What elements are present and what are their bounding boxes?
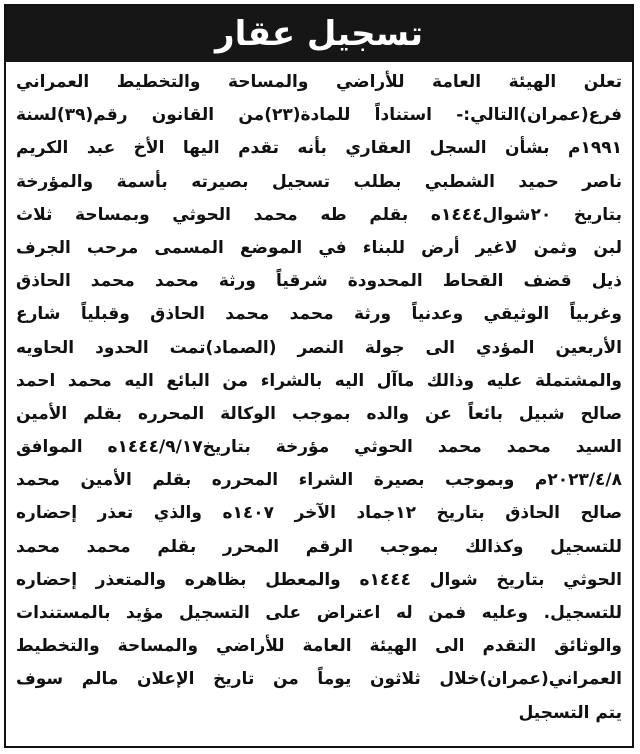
notice-line: الأربعين المؤدي الى جولة النصر (الصماد)تمت الحدود الحاويه xyxy=(16,337,622,358)
notice-line: وغربياً الوثيقي وعدنياً ورثة محمد محمد الحاذق وقبلياً شارع xyxy=(16,304,622,325)
notice-title-bar xyxy=(6,6,632,62)
notice-line: والمشتملة عليه وذالك ماآل اليه بالشراء من البائع اليه محمد احمد xyxy=(16,370,622,391)
notice-line: فرع(عمران)التالي:- استناداً للمادة(٢٣)من القانون رقم(٣٩)لسنة xyxy=(16,105,622,126)
notice-line: ذيل قضف القحاط المحدودة شرقياً ورثة محمد محمد الحاذق xyxy=(16,271,622,292)
notice-line: ١٩٩١م بشأن السجل العقاري بأنه تقدم اليها الأخ عبد الكريم xyxy=(16,138,622,159)
notice-line: السيد محمد محمد الحوثي مؤرخة بتاريخ١٤٤٤/٩/١٧ه الموافق xyxy=(16,437,622,458)
notice-line: لبن وثمن لاغير أرض للبناء في الموضع المسمى مرحب الجرف xyxy=(16,237,622,258)
notice-line: العمراني(عمران)خلال ثلاثون يوماً من تاريخ الإعلان مالم سوف xyxy=(16,669,622,690)
notice-body xyxy=(16,66,622,730)
notice-line: صالح شبيل بائعاً عن والده بموجب الوكالة المحرره بقلم الأمين xyxy=(16,403,622,424)
notice-line: تعلن الهيئة العامة للأراضي والمساحة والتخطيط العمراني xyxy=(16,72,622,92)
notice-line: بتاريخ ٢٠شوال١٤٤٤ه بقلم طه محمد الحوثي وبمساحة ثلاث xyxy=(16,204,622,225)
notice-title: تسجيل عقار xyxy=(215,14,423,54)
notice-line: ٢٠٢٣/٤/٨م وبموجب بصيرة الشراء المحرره بقلم الأمين محمد xyxy=(16,470,622,491)
notice-line: للتسجيل. وعليه فمن له اعتراض على التسجيل مؤيد بالمستندات xyxy=(16,603,622,623)
notice-line: يتم التسجيل xyxy=(518,702,622,723)
notice-line: ناصر حميد الشطبي بطلب تسجيل بصيرته بأسمة والمؤرخة xyxy=(16,171,622,192)
property-registration-notice xyxy=(4,4,634,748)
notice-line: الحوثي بتاريخ شوال ١٤٤٤ه والمعطل بظاهره والمتعذر إحضاره xyxy=(16,569,622,590)
notice-line: صالح الحاذق بتاريخ ١٢جماد الآخر ١٤٠٧ه والذي تعذر إحضاره xyxy=(16,503,622,524)
notice-line: والوثائق التقدم الى الهيئة العامة للأراضي والمساحة والتخطيط xyxy=(16,636,622,657)
notice-line: للتسجيل وكذالك بموجب الرقم المحرر بقلم محمد محمد xyxy=(16,536,622,557)
